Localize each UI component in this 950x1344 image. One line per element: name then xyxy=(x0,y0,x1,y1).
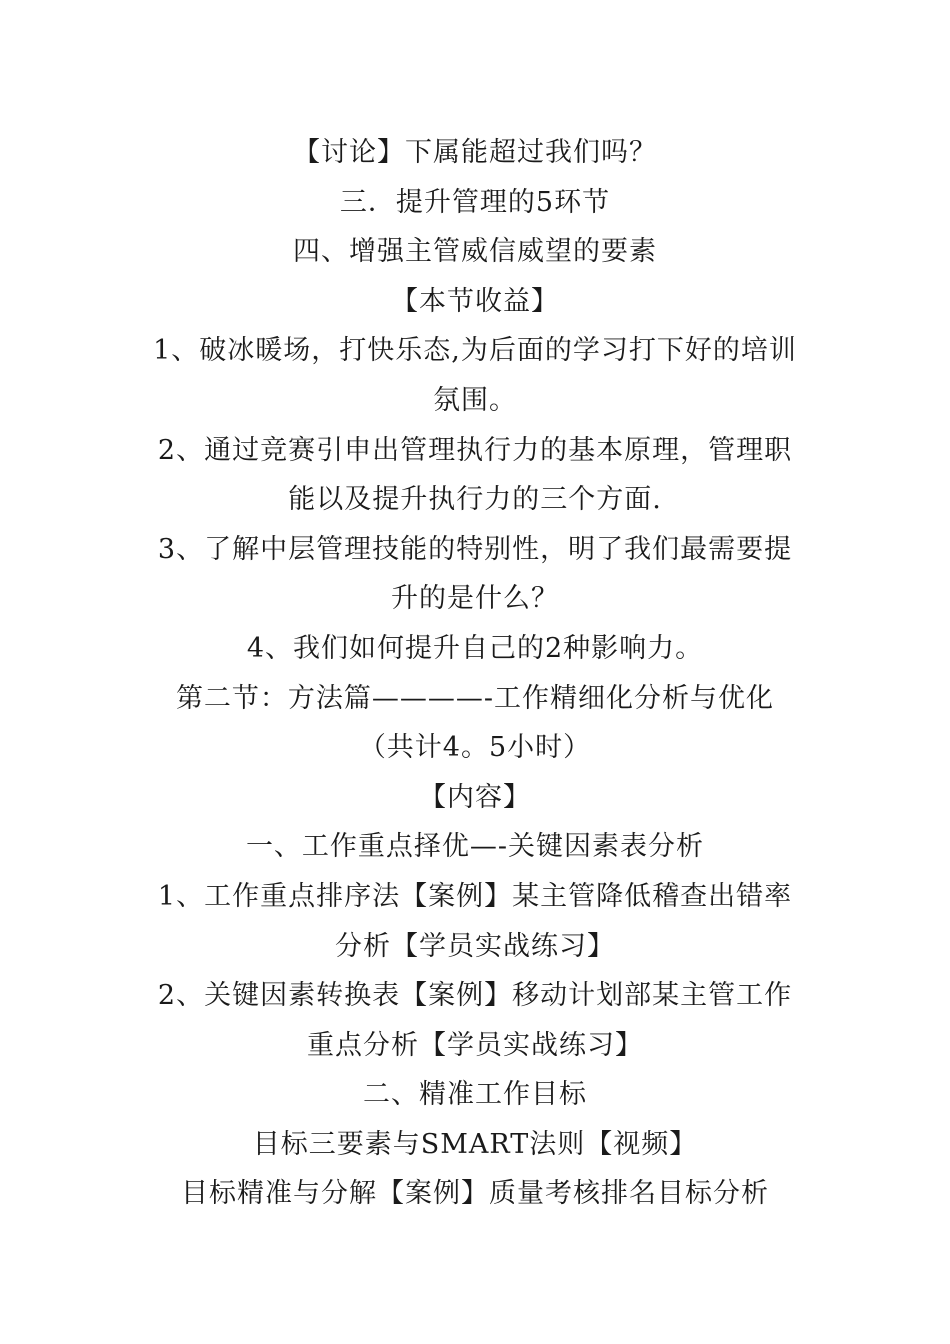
content-item-2: 2、关键因素转换表【案例】移动计划部某主管工作重点分析【学员实战练习】 xyxy=(157,980,793,1061)
section-two-duration: （共计4。5小时） xyxy=(358,732,592,764)
document-body xyxy=(150,128,800,1219)
content-heading: 【内容】 xyxy=(419,781,531,813)
goal-decomposition-line: 目标精准与分解【案例】质量考核排名目标分析 xyxy=(181,1178,769,1210)
section-benefits-heading: 【本节收益】 xyxy=(391,285,559,317)
section-four-heading: 四、增强主管威信威望的要素 xyxy=(293,236,657,268)
content-part-two-heading: 二、精准工作目标 xyxy=(363,1079,587,1111)
content-part-one-heading: 一、工作重点择优—-关键因素表分析 xyxy=(245,831,705,863)
benefit-item-1: 1、破冰暖场，打快乐态,为后面的学习打下好的培训氛围。 xyxy=(153,335,797,416)
discussion-heading: 【讨论】下属能超过我们吗？ xyxy=(293,137,657,168)
benefit-item-4: 4、我们如何提升自己的2种影响力。 xyxy=(246,632,704,664)
smart-goal-line: 目标三要素与SMART法则【视频】 xyxy=(252,1128,698,1160)
benefit-item-2: 2、通过竞赛引申出管理执行力的基本原理，管理职能以及提升执行力的三个方面. xyxy=(157,434,793,516)
section-two-title: 第二节：方法篇————-工作精细化分析与优化 xyxy=(175,682,775,714)
benefit-item-3: 3、了解中层管理技能的特别性，明了我们最需要提升的是什么？ xyxy=(157,533,793,615)
content-item-1: 1、工作重点排序法【案例】某主管降低稽查出错率分析【学员实战练习】 xyxy=(157,880,793,962)
section-three-heading: 三．提升管理的5环节 xyxy=(339,186,611,218)
